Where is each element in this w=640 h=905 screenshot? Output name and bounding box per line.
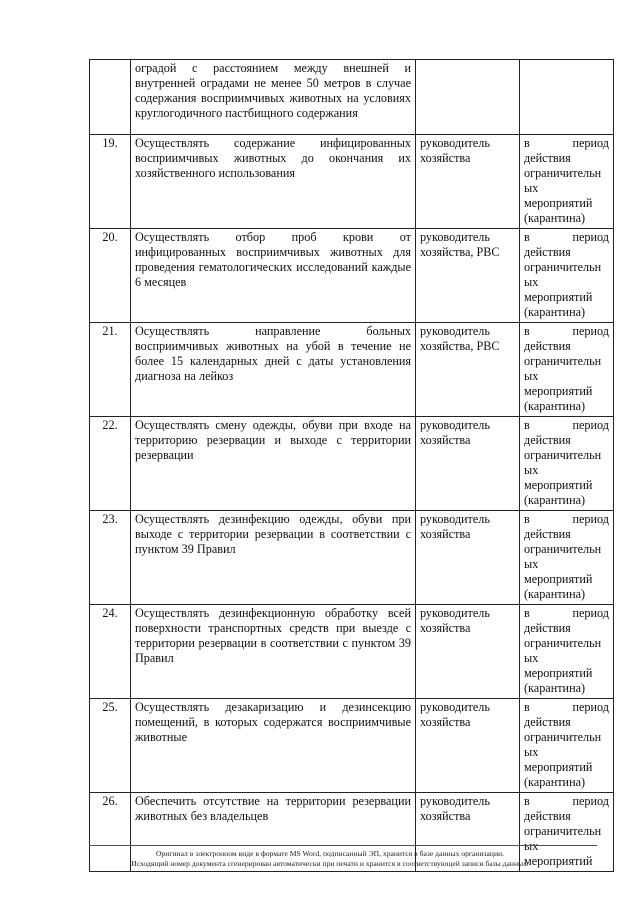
row-number: 20.: [90, 229, 131, 323]
measure-term: в период действия ограничительн ых мероприятий (карантина): [520, 323, 614, 417]
table-row: [90, 60, 614, 135]
measure-term: [520, 60, 614, 135]
row-number: 24.: [90, 605, 131, 699]
measure-description: Обеспечить отсутствие на территории резервации животных без владельцев: [131, 793, 416, 872]
row-number: 22.: [90, 417, 131, 511]
measure-description: Осуществлять содержание инфицированных восприимчивых животных до окончания их хозяйственного использования: [131, 135, 416, 229]
measure-term: в период действия ограничительн ых мероприятий (карантина): [520, 135, 614, 229]
measure-term: в период действия ограничительн ых мероприятий (карантина): [520, 605, 614, 699]
page-footer: [60, 849, 600, 869]
responsible-party: руководитель хозяйства: [416, 793, 520, 872]
measure-term: в период действия ограничительн ых мероприятий (карантина): [520, 229, 614, 323]
measure-term: в период действия ограничительн ых мероприятий (карантина): [520, 417, 614, 511]
row-number: [90, 60, 131, 135]
table-row: [90, 417, 614, 511]
measure-term: в период действия ограничительн ых мероприятий: [520, 793, 614, 872]
responsible-party: руководитель хозяйства: [416, 511, 520, 605]
measure-description: Осуществлять дезинфекцию одежды, обуви при выходе с территории резервации в соответствии с пунктом 39 Правил: [131, 511, 416, 605]
measures-table: [89, 59, 614, 872]
measure-description: Осуществлять смену одежды, обуви при входе на территорию резервации и выходе с территории резервации: [131, 417, 416, 511]
table-row: [90, 135, 614, 229]
row-number: 25.: [90, 699, 131, 793]
measure-term: в период действия ограничительн ых мероприятий (карантина): [520, 699, 614, 793]
responsible-party: руководитель хозяйства: [416, 417, 520, 511]
responsible-party: [416, 60, 520, 135]
responsible-party: руководитель хозяйства: [416, 699, 520, 793]
responsible-party: руководитель хозяйства: [416, 605, 520, 699]
measure-description: Осуществлять дезинфекционную обработку всей поверхности транспортных средств при выезде с территории резервации в соответствии с пунктом 39 Правил: [131, 605, 416, 699]
measure-description: Осуществлять отбор проб крови от инфицированных восприимчивых животных для проведения гематологических исследований каждые 6 месяцев: [131, 229, 416, 323]
measure-term: в период действия ограничительн ых мероприятий (карантина): [520, 511, 614, 605]
table-row: [90, 605, 614, 699]
table-row: [90, 229, 614, 323]
footer-divider: [89, 845, 597, 846]
responsible-party: руководитель хозяйства, РВС: [416, 229, 520, 323]
footer-line-number: Исходящий номер документа сгенерирован автоматически при печати и хранится в соответствующей записи базы данных.: [131, 859, 529, 868]
table-row: [90, 323, 614, 417]
footer-line-original: Оригинал в электронном виде в формате MS Word, подписанный ЭП, хранится в базе данных организации.: [156, 849, 504, 858]
row-number: 23.: [90, 511, 131, 605]
row-number: 19.: [90, 135, 131, 229]
measure-description: Осуществлять направление больных восприимчивых животных на убой в течение не более 15 календарных дней с даты установления диагноза на лейкоз: [131, 323, 416, 417]
measure-description: Осуществлять дезакаризацию и дезинсекцию помещений, в которых содержатся восприимчивые животные: [131, 699, 416, 793]
row-number: 26.: [90, 793, 131, 872]
measure-description: оградой с расстоянием между внешней и внутренней оградами не менее 50 метров в случае содержания восприимчивых животных на условиях круглогодичного пастбищного содержания: [131, 60, 416, 135]
table-row: [90, 699, 614, 793]
responsible-party: руководитель хозяйства: [416, 135, 520, 229]
responsible-party: руководитель хозяйства, РВС: [416, 323, 520, 417]
table-row: [90, 511, 614, 605]
row-number: 21.: [90, 323, 131, 417]
